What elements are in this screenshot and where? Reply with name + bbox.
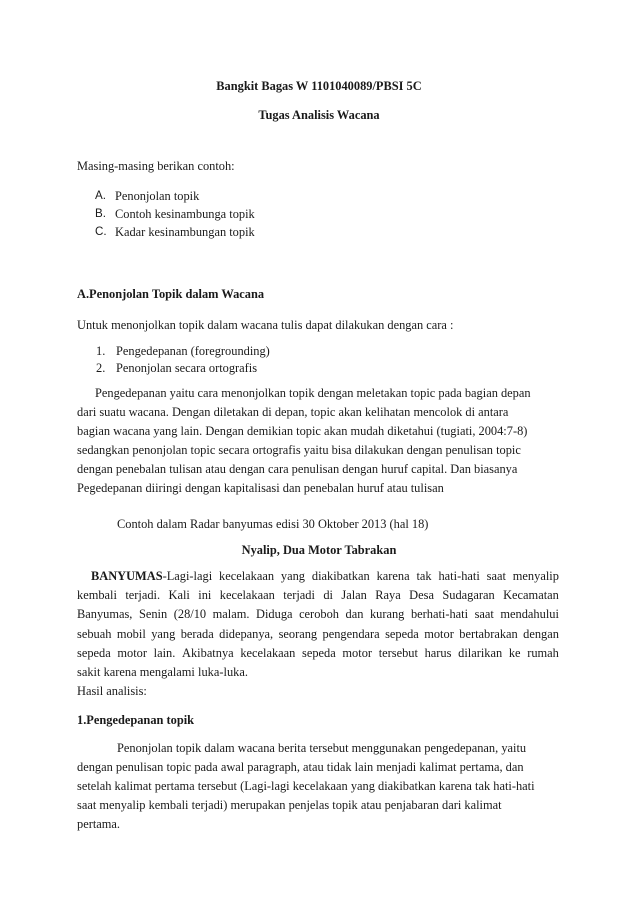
- news-word: motor: [342, 645, 373, 660]
- news-word: motor: [424, 626, 454, 641]
- paragraph-line: dengan penebalan tulisan atau dengan cara penulisan dengan huruf capital. Dan biasanya: [77, 462, 518, 476]
- news-word: hati-hati: [438, 569, 480, 583]
- analysis-line: dengan penulisan topic pada awal paragraph, atau tidak lain menjadi kalimat pertama, dan: [77, 760, 524, 774]
- news-word: saat: [474, 607, 494, 622]
- method-item: Pengedepanan (foregrounding): [116, 344, 270, 358]
- news-word: Desa: [409, 588, 434, 603]
- news-word: Senin: [138, 607, 168, 622]
- news-word: tersebut: [378, 645, 418, 660]
- document-title: Tugas Analisis Wacana: [258, 108, 380, 122]
- news-word: Akibatnya: [182, 645, 234, 660]
- news-word: kurang: [369, 607, 405, 622]
- task-marker: C.: [95, 225, 107, 238]
- author-line: Bangkit Bagas W 1101040089/PBSI 5C: [216, 79, 422, 93]
- analysis-line: setelah kalimat pertama tersebut (Lagi-lagi kecelakaan yang diakibatkan karena tak hati-hati: [77, 779, 535, 793]
- news-word: sakit: [77, 664, 101, 679]
- news-word: saat: [486, 569, 506, 583]
- news-word: lain.: [153, 645, 176, 660]
- paragraph-line: Pegedepanan diiringi dengan kapitalisasi dan penebalan huruf atau tulisan: [77, 481, 444, 495]
- news-word: bertabrakan: [459, 626, 518, 641]
- news-word: pengendara: [322, 626, 380, 641]
- news-word: sepeda: [77, 645, 111, 660]
- analysis-line: saat menyalip kembali terjadi) merupakan penjelas topik atau penjabaran dari kalimat: [77, 798, 502, 812]
- news-dateline: BANYUMAS-Lagi-lagi: [91, 569, 213, 583]
- analysis-label: Hasil analisis:: [77, 684, 147, 698]
- news-word: mendahului: [500, 607, 559, 622]
- news-word: terjadi.: [125, 588, 161, 603]
- news-word: sebuah: [77, 626, 112, 641]
- news-word: malam.: [212, 607, 250, 622]
- news-word: ceroboh: [299, 607, 339, 622]
- news-word: dan: [345, 607, 364, 622]
- news-word: motor: [117, 645, 147, 660]
- news-word: (28/10: [173, 607, 207, 622]
- news-word: rumah: [527, 645, 559, 660]
- news-word: sepeda: [302, 645, 336, 660]
- news-word: berada: [180, 626, 214, 641]
- analysis-line: Penonjolan topik dalam wacana berita tersebut menggunakan pengedepanan, yaitu: [117, 741, 527, 755]
- news-word: Raya: [375, 588, 401, 603]
- news-word: dilarikan: [458, 645, 503, 660]
- task-item: Kadar kesinambungan topik: [115, 225, 255, 239]
- news-body: [77, 568, 559, 683]
- news-word: ke: [508, 645, 521, 660]
- news-body-line: [77, 664, 559, 683]
- news-word: ini: [198, 588, 212, 603]
- news-word: Jalan: [341, 588, 367, 603]
- news-word: luka-luka.: [198, 664, 248, 679]
- task-item: Penonjolan topik: [115, 189, 200, 203]
- news-word: mengalami: [139, 664, 195, 679]
- section-heading: A.Penonjolan Topik dalam Wacana: [77, 287, 265, 301]
- news-word: kecelakaan: [219, 569, 275, 583]
- news-word: Banyumas,: [77, 607, 133, 622]
- news-word: yang: [280, 569, 306, 583]
- news-body-line: [77, 606, 559, 625]
- task-marker: B.: [95, 207, 106, 220]
- section-lead: Untuk menonjolkan topik dalam wacana tulis dapat dilakukan dengan cara :: [77, 318, 454, 332]
- method-marker: 2.: [96, 361, 106, 375]
- paragraph-line: dari suatu wacana. Dengan diletakan di depan, topic akan kelihatan mencolok di antara: [77, 405, 509, 419]
- task-item: Contoh kesinambunga topik: [115, 207, 255, 221]
- news-word: Sudagaran: [442, 588, 495, 603]
- news-word: menyalip: [512, 569, 559, 583]
- news-word: tak: [416, 569, 432, 583]
- news-word: dengan: [523, 626, 559, 641]
- news-word: karena: [376, 569, 410, 583]
- news-word: Diduga: [256, 607, 293, 622]
- news-word: didepanya,: [219, 626, 274, 641]
- news-word: kecelakaan: [240, 645, 296, 660]
- method-item: Penonjolan secara ortografis: [116, 361, 258, 375]
- analysis-line: pertama.: [77, 817, 120, 831]
- news-word: kecelakaan: [219, 588, 275, 603]
- news-word: mobil: [116, 626, 146, 641]
- analysis-subheading: 1.Pengedepanan topik: [77, 713, 195, 727]
- news-word: di: [323, 588, 333, 603]
- news-word: sepeda: [385, 626, 419, 641]
- news-word: harus: [424, 645, 452, 660]
- paragraph-line: sedangkan penonjolan topic secara ortografis yaitu bisa dilakukan dengan penulisan topic: [77, 443, 521, 457]
- news-body-line: [77, 587, 559, 606]
- news-word: Kali: [168, 588, 190, 603]
- news-word: diakibatkan: [311, 569, 370, 583]
- news-word: terjadi: [283, 588, 315, 603]
- method-marker: 1.: [96, 344, 106, 358]
- news-word: berhati-hati: [410, 607, 469, 622]
- news-word: seorang: [278, 626, 318, 641]
- news-body-line: [77, 626, 559, 645]
- news-body-line: [77, 645, 559, 664]
- paragraph-line: Pengedepanan yaitu cara menonjolkan topik dengan meletakan topic pada bagian depan: [95, 386, 531, 400]
- news-word: karena: [103, 664, 137, 679]
- news-word: Kecamatan: [503, 588, 559, 603]
- news-headline: Nyalip, Dua Motor Tabrakan: [241, 543, 397, 557]
- task-marker: A.: [95, 189, 106, 202]
- news-body-line: [77, 568, 559, 587]
- paragraph-line: bagian wacana yang lain. Dengan demikian topic akan mudah diketahui (tugiati, 2004:7-8): [77, 424, 528, 438]
- news-word: yang: [151, 626, 176, 641]
- example-source: Contoh dalam Radar banyumas edisi 30 Oktober 2013 (hal 18): [117, 517, 429, 531]
- news-word: kembali: [77, 588, 117, 603]
- intro-prompt: Masing-masing berikan contoh:: [77, 159, 235, 173]
